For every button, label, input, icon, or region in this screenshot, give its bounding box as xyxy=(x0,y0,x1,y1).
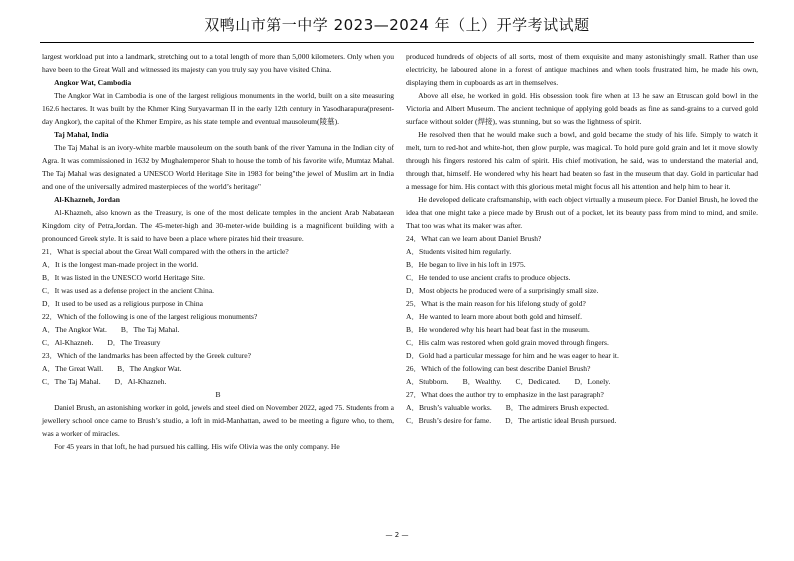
option: B．The Taj Mahal. xyxy=(120,325,180,334)
option: D．Most objects he produced were of a surprisingly small size. xyxy=(406,286,599,295)
page-number: — 2 — xyxy=(385,531,409,539)
option: B．He wondered why his heart had beat fast in the museum. xyxy=(406,325,590,334)
question-24: 24．What can we learn about Daniel Brush? xyxy=(406,234,542,243)
option: B．The Angkor Wat. xyxy=(117,364,182,373)
option: C．The Taj Mahal. xyxy=(42,377,101,386)
options-row xyxy=(42,336,394,349)
option: D．The artistic ideal Brush pursued. xyxy=(505,416,617,425)
question-21: 21．What is special about the Great Wall compared with the others in the article? xyxy=(42,247,289,256)
section-heading: Angkor Wat, Cambodia xyxy=(54,78,132,87)
option: D．Al-Khazneh. xyxy=(114,377,167,386)
option: D．Gold had a particular message for him and he was eager to hear it. xyxy=(406,351,619,360)
left-column xyxy=(42,50,394,453)
paragraph: For 45 years in that loft, he had pursued his calling. His wife Olivia was the only company. He xyxy=(54,442,340,451)
option: B．The admirers Brush expected. xyxy=(505,403,609,412)
paragraph: Daniel Brush, an astonishing worker in gold, jewels and steel died on November 2022, aged 75. Students from a jewellery school once came to Brush’s studio, a loft in mid-Manhattan, awed to be meeting a figure who, to them, was a worker of miracles. xyxy=(42,403,394,438)
options-row xyxy=(406,401,758,414)
header-rule xyxy=(40,42,754,43)
option: A．Brush’s valuable works. xyxy=(406,403,492,412)
section-label: B xyxy=(215,390,221,399)
options-row xyxy=(42,362,394,375)
section-heading: Al-Khazneh, Jordan xyxy=(54,195,120,204)
option: C．Dedicated. xyxy=(515,377,561,386)
option: D．It used to be used as a religious purpose in China xyxy=(42,299,203,308)
paragraph: Above all else, he worked in gold. His obsession took fire when at 13 he saw an Etruscan gold bowl in the Victoria and Albert Museum. The ancient technique of applying gold beads as fine as sand-grains to a curved gold surface without solder (焊接), was stunning, but so was the lightness of spirit. xyxy=(406,91,758,126)
question-25: 25．What is the main reason for his lifelong study of gold? xyxy=(406,299,586,308)
question-23: 23．Which of the landmarks has been affected by the Greek culture? xyxy=(42,351,251,360)
options-row xyxy=(406,375,758,388)
option: C．Al-Khazneh. xyxy=(42,338,94,347)
option: B．Wealthy. xyxy=(462,377,502,386)
option: A．The Great Wall. xyxy=(42,364,104,373)
option: C．Brush’s desire for fame. xyxy=(406,416,492,425)
option: A．He wanted to learn more about both gold and himself. xyxy=(406,312,583,321)
option: D．Lonely. xyxy=(574,377,611,386)
option: B．He began to live in his loft in 1975. xyxy=(406,260,526,269)
option: A．Students visited him regularly. xyxy=(406,247,512,256)
paragraph: largest workload put into a landmark, stretching out to a total length of more than 5,000 kilometers. Only when you have been to the Great Wall and witnessed its majesty can you truly say you have visited China. xyxy=(42,52,394,74)
paragraph: produced hundreds of objects of all sorts, most of them exquisite and many astonishingly small. Rather than use electricity, he laboured alone in a forest of antique machines and when tools frustrated him, he made his own, displaying them in cupboards as art in themselves. xyxy=(406,52,758,87)
paragraph: He developed delicate craftsmanship, with each object virtually a museum piece. For Daniel Brush, he loved the idea that one might take a piece made by Brush out of a pocket, let its beauty pass from mind to mind, and smile. That too was what its maker was after. xyxy=(406,195,758,230)
paragraph: The Angkor Wat in Cambodia is one of the largest religious monuments in the world, built on a site measuring 162.6 hectares. It was built by the Khmer King Suryavarman II in the early 12th century in Yasodharapura(present-day Angkor), the capital of the Khmer Empire, as his state temple and eventual mausoleum(陵墓). xyxy=(42,91,394,126)
options-row xyxy=(42,323,394,336)
option: A．Stubborn. xyxy=(406,377,449,386)
paragraph: He resolved then that he would make such a bowl, and gold became the study of his life. Simply to watch it melt, turn to red-hot and white-hot, then glow purple, was magical. To hold pure gold grain and let it move slowly through his fingers restored his calm of spirit. His chief motivation, he said, was to understand the material and, through that, himself. He wondered why his heart had beaten so fast in the museum that day. Gold in particular had a message for him. His contact with this glorious metal might focus all his attention and help him to hear it. xyxy=(406,130,758,191)
option: C．He tended to use ancient crafts to produce objects. xyxy=(406,273,571,282)
option: A．The Angkor Wat. xyxy=(42,325,107,334)
question-26: 26．Which of the following can best describe Daniel Brush? xyxy=(406,364,591,373)
paragraph: The Taj Mahal is an ivory-white marble mausoleum on the south bank of the river Yamuna in the Indian city of Agra. It was commissioned in 1632 by Mughalemperor Shah to house the tomb of his favorite wife, Mumtaz Mahal. The Taj Mahal was designated a UNESCO World Heritage Site in 1983 for being"the jewel of Muslim art in India and one of the universally admired masterpieces of the world’s heritage" xyxy=(42,143,394,191)
question-22: 22．Which of the following is one of the largest religious monuments? xyxy=(42,312,258,321)
paragraph: Al-Khazneh, also known as the Treasury, is one of the most delicate temples in the ancient Arab Nabataean Kingdom city of Petra,Jordan. The 45-meter-high and 30-meter-wide building is a magnificent building with a pronounced Greek style. It is said to have been a place where pirates hid their treasure. xyxy=(42,208,394,243)
question-27: 27．What does the author try to emphasize in the last paragraph? xyxy=(406,390,604,399)
right-column xyxy=(406,50,758,427)
options-row xyxy=(406,414,758,427)
option: C．It was used as a defense project in the ancient China. xyxy=(42,286,215,295)
page-title: 双鸭山市第一中学 2023—2024 年（上）开学考试试题 xyxy=(204,16,590,34)
option: A．It is the longest man-made project in the world. xyxy=(42,260,199,269)
option: B．It was listed in the UNESCO world Heritage Site. xyxy=(42,273,205,282)
section-heading: Taj Mahal, India xyxy=(54,130,109,139)
option: D．The Treasury xyxy=(107,338,161,347)
option: C．His calm was restored when gold grain moved through fingers. xyxy=(406,338,609,347)
options-row xyxy=(42,375,394,388)
